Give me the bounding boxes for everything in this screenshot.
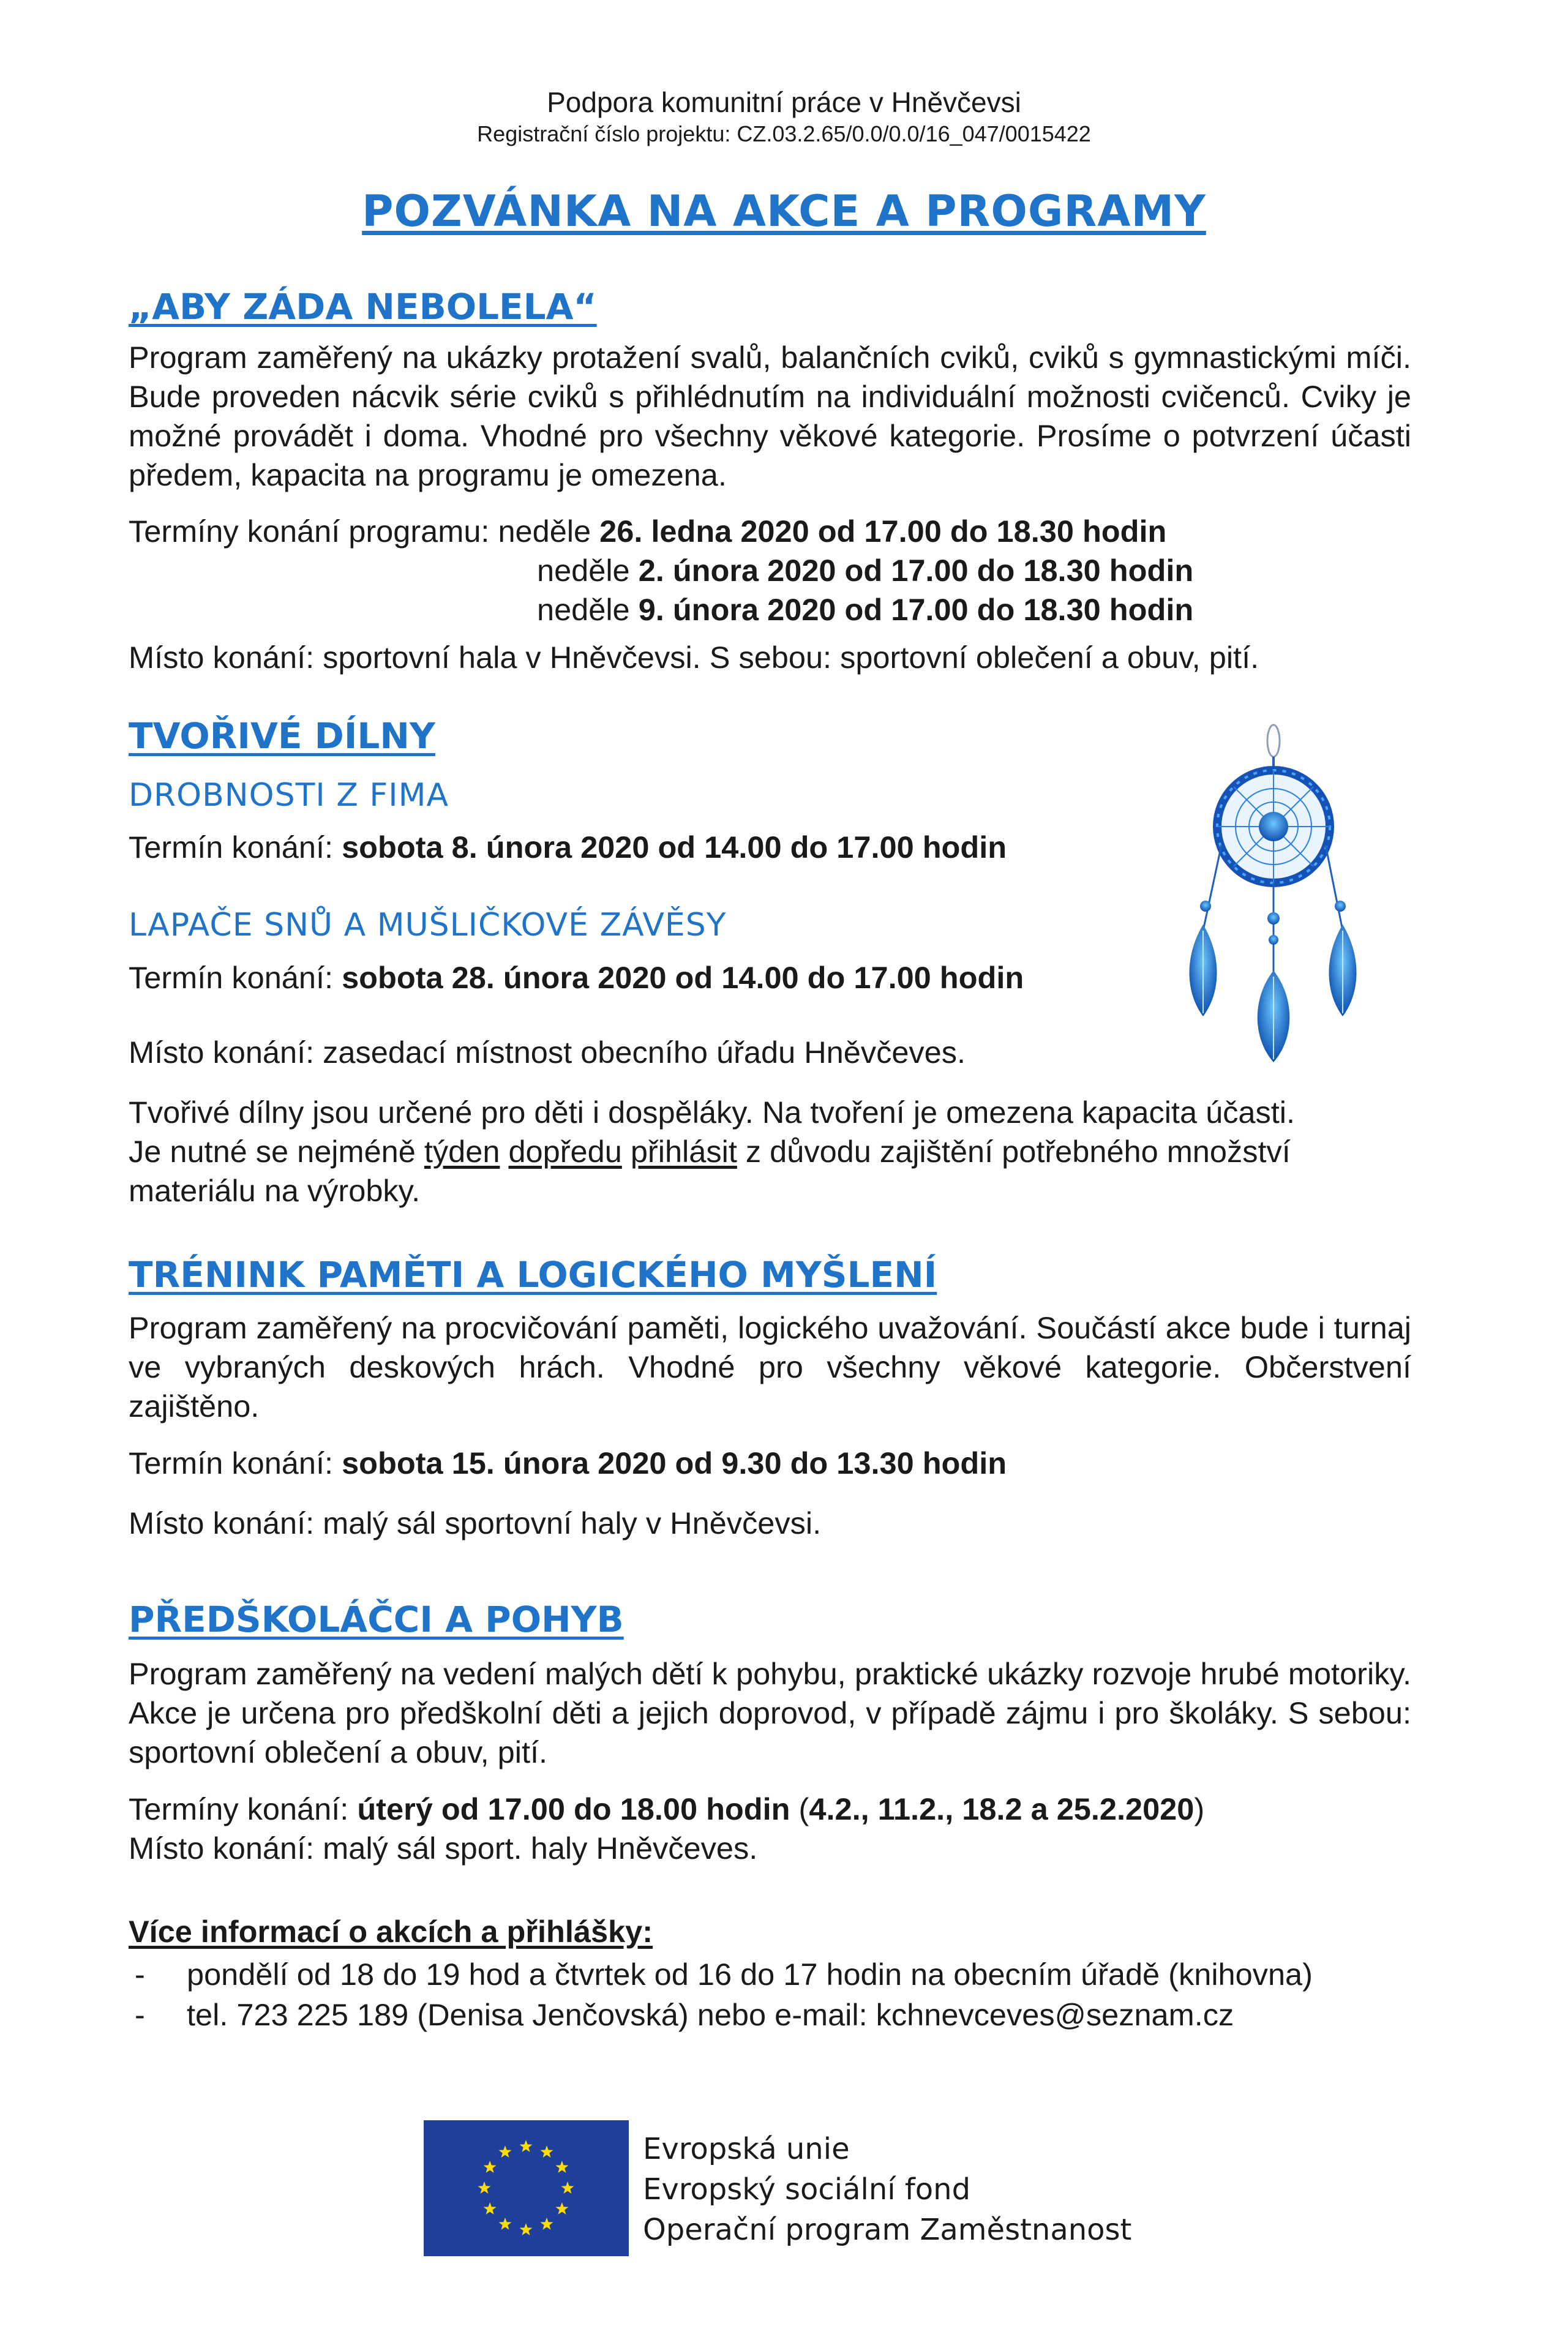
info-heading: Více informací o akcích a přihlášky: — [129, 1914, 653, 1949]
footer-line-eu: Evropská unie — [643, 2132, 850, 2166]
section-heading-workshops: TVOŘIVÉ DÍLNY — [129, 715, 435, 757]
eu-star-icon — [520, 2140, 533, 2152]
eu-star-icon — [499, 2218, 512, 2230]
preschool-place: Místo konání: malý sál sport. haly Hněvčeves. — [129, 1831, 758, 1866]
note-text: z důvodu zajištění potřebného množství — [745, 1134, 1291, 1169]
note-text: Je nutné se nejméně — [129, 1134, 416, 1169]
term-date: sobota 28. února 2020 od 14.00 do 17.00 hodin — [342, 960, 1024, 995]
eu-star-icon — [541, 2145, 553, 2158]
eu-star-icon — [555, 2161, 568, 2173]
eu-star-icon — [541, 2218, 553, 2230]
term-dates: 4.2., 11.2., 18.2 a 25.2.2020 — [809, 1791, 1195, 1826]
memory-term — [129, 1444, 1007, 1483]
term-label: Termín konání: — [129, 960, 334, 995]
term-date: 26. ledna 2020 od 17.00 do 18.30 hodin — [599, 514, 1167, 549]
footer-line-esf: Evropský sociální fond — [643, 2172, 971, 2207]
project-name: Podpora komunitní práce v Hněvčevsi — [547, 86, 1021, 118]
term-time: úterý od 17.00 do 18.00 hodin — [357, 1791, 790, 1826]
terms-label: Termíny konání programu: — [129, 514, 490, 549]
eu-star-icon — [499, 2145, 512, 2158]
term-date: 9. února 2020 od 17.00 do 18.30 hodin — [638, 592, 1194, 627]
section-heading-memory: TRÉNINK PAMĚTI A LOGICKÉHO MYŠLENÍ — [129, 1254, 937, 1296]
term-label: Termín konání: — [129, 830, 334, 865]
eu-star-icon — [561, 2181, 574, 2194]
term-date: 2. února 2020 od 17.00 do 18.30 hodin — [638, 553, 1194, 588]
info-item-contact: tel. 723 225 189 (Denisa Jenčovská) nebo e-mail: kchnevceves@seznam.cz — [187, 1997, 1234, 2032]
footer-line-op: Operační program Zaměstnanost — [643, 2213, 1132, 2247]
note-underlined: dopředu — [508, 1134, 622, 1169]
section-heading-preschool: PŘEDŠKOLÁČCI A POHYB — [129, 1599, 624, 1640]
eu-star-icon — [484, 2202, 497, 2215]
term-label: Termíny konání: — [129, 1791, 349, 1826]
workshops-note-2 — [129, 1132, 1291, 1171]
eu-stars-icon — [424, 2120, 629, 2256]
note-underlined: přihlásit — [630, 1134, 737, 1169]
note-underlined: týden — [424, 1134, 500, 1169]
section-heading-back: „ABY ZÁDA NEBOLELA“ — [129, 286, 597, 328]
term-date: sobota 15. února 2020 od 9.30 do 13.30 hodin — [342, 1446, 1007, 1480]
info-item-hours: pondělí od 18 do 19 hod a čtvrtek od 16 do 17 hodin na obecním úřadě (knihovna) — [187, 1957, 1313, 1992]
term-label: Termín konání: — [129, 1446, 334, 1480]
workshops-note-1: Tvořivé dílny jsou určené pro děti i dospěláky. Na tvoření je omezena kapacita účasti. — [129, 1095, 1296, 1130]
memory-place: Místo konání: malý sál sportovní haly v Hněvčevsi. — [129, 1506, 822, 1540]
eu-star-icon — [555, 2202, 568, 2215]
workshops-place: Místo konání: zasedací místnost obecního úřadu Hněvčeves. — [129, 1035, 966, 1070]
eu-star-icon — [484, 2161, 497, 2173]
section-back-term-1 — [129, 512, 1166, 551]
dreamcatchers-term — [129, 958, 1024, 997]
section-back-description: Program zaměřený na ukázky protažení svalů, balančních cviků, cviků s gymnastickými míči. Bude proveden nácvik série cviků s přihlédnutím na individuální možnosti cvičenců. Cviky je možné provádět i doma. Vhodné pro všechny věkové kategorie. Prosíme o potvrzení účasti předem, kapacita na programu je omezena. — [129, 340, 1411, 492]
bullet-dash: - — [135, 1997, 145, 2032]
fimo-term — [129, 828, 1007, 867]
paren-open: ( — [798, 1791, 809, 1826]
section-back-term-3 — [537, 590, 1193, 629]
section-back-place: Místo konání: sportovní hala v Hněvčevsi. S sebou: sportovní oblečení a obuv, pití. — [129, 640, 1259, 675]
section-back-term-2 — [537, 551, 1193, 590]
workshops-note-3: materiálu na výrobky. — [129, 1173, 421, 1208]
term-day: neděle — [537, 592, 630, 627]
dreamcatcher-image — [1185, 722, 1387, 1065]
subheading-fimo: DROBNOSTI Z FIMA — [129, 777, 449, 814]
section-memory-description: Program zaměřený na procvičování paměti, logického uvažování. Součástí akce bude i turnaj ve vybraných deskových hrách. Vhodné pro všechny věkové kategorie. Občerstvení zajištěno. — [129, 1310, 1411, 1424]
term-day: neděle — [498, 514, 591, 549]
page-title: POZVÁNKA NA AKCE A PROGRAMY — [362, 186, 1206, 236]
preschool-term — [129, 1790, 1204, 1829]
eu-star-icon — [478, 2181, 491, 2194]
registration-number: Registrační číslo projektu: CZ.03.2.65/0.0/0.0/16_047/0015422 — [477, 121, 1091, 146]
term-date: sobota 8. února 2020 od 14.00 do 17.00 hodin — [342, 830, 1007, 865]
subheading-dreamcatchers: LAPAČE SNŮ A MUŠLIČKOVÉ ZÁVĚSY — [129, 907, 727, 943]
eu-flag-logo — [424, 2120, 629, 2256]
term-day: neděle — [537, 553, 630, 588]
bullet-dash: - — [135, 1957, 145, 1992]
paren-close: ) — [1194, 1791, 1205, 1826]
section-preschool-description: Program zaměřený na vedení malých dětí k pohybu, praktické ukázky rozvoje hrubé motoriky. Akce je určena pro předškolní děti a jejich doprovod, v případě zájmu i pro školáky. S sebou: sportovní oblečení a obuv, pití. — [129, 1656, 1411, 1769]
eu-star-icon — [520, 2223, 533, 2235]
